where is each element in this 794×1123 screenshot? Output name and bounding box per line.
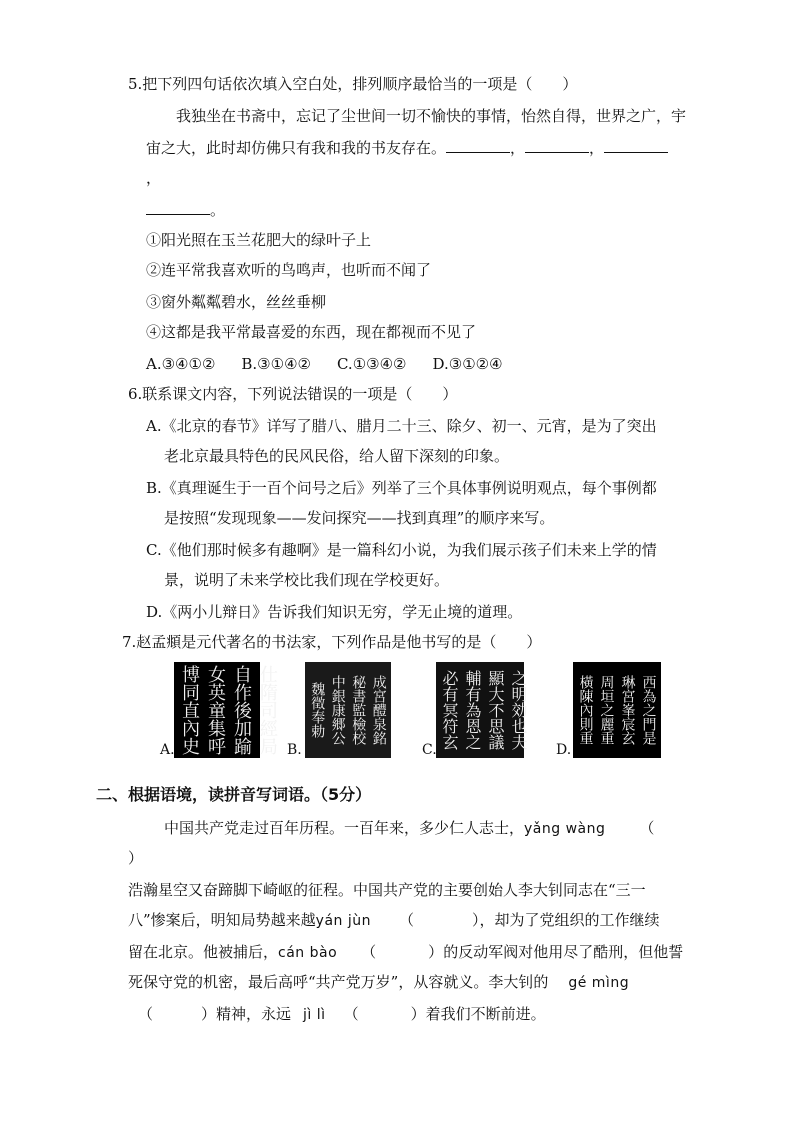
callig-c-col-1: 之明効也夫 [509, 670, 528, 750]
s2-line4-text-a: 八”惨案后，明知局势越来越 [128, 911, 316, 929]
q5-blank-2[interactable] [525, 138, 589, 153]
q5-period: 。 [210, 201, 226, 219]
s2-pinyin-1: yǎng wàng [524, 821, 606, 837]
section2-title: 二、根据语境，读拼音写词语。（5分） [96, 785, 372, 804]
callig-a-col-2: 自作後加踰 [231, 665, 252, 755]
q6-option-c-line1: C.《他们那时候多有趣啊》是一篇科幻小说，为我们展示孩子们未来上学的情 [146, 541, 657, 559]
s2-line7 [138, 1004, 546, 1025]
callig-a-col-3: 女英童集呼 [205, 665, 226, 755]
q6-option-a-line1: A.《北京的春节》详写了腊八、腊月二十三、除夕、初一、元宵，是为了突出 [146, 417, 657, 435]
q7-option-b-label[interactable]: B. [287, 742, 302, 758]
s2-answer-3[interactable] [361, 943, 443, 961]
q5-item-1: ①阳光照在玉兰花肥大的绿叶子上 [146, 231, 372, 249]
q6-option-b-line1: B.《真理诞生于一百个问号之后》列举了三个具体事例说明观点，每个事例都 [146, 479, 657, 497]
q5-comma-wrap: ， [146, 169, 162, 187]
s2-line5 [128, 942, 683, 963]
s2-pinyin-2: yán jùn [315, 913, 371, 929]
q5-item-2: ②连平常我喜欢听的鸟鸣声，也听而不闻了 [146, 261, 432, 279]
s2-line1-text: 中国共产党走过百年历程。一百年来，多少仁人志士， [164, 819, 525, 837]
q6-option-a-line2: 老北京最具特色的民风民俗，给人留下深刻的印象。 [164, 447, 510, 465]
callig-c-col-4: 必有冥符玄 [440, 670, 459, 750]
callig-d-col-3: 周垣之麗重 [598, 675, 615, 745]
s2-line7-text-b: 着我们不断前进。 [425, 1005, 546, 1023]
q5-comma-2: ， [589, 139, 605, 157]
s2-answer-5-open: （ [343, 1005, 359, 1023]
q5-item-3: ③窗外粼粼碧水，丝丝垂柳 [146, 293, 327, 311]
q6-stem: 6.联系课文内容，下列说法错误的一项是（ ） [128, 385, 458, 403]
s2-pinyin-3: cán bào [278, 945, 338, 961]
q5-option-c[interactable]: C.①③④② [336, 355, 407, 373]
q7-option-a-label[interactable]: A. [160, 742, 175, 758]
s2-line5-text-b: 的反动军阀对他用尽了酷刑，但他誓 [443, 943, 684, 961]
s2-answer-4[interactable] [138, 1005, 216, 1023]
s2-answer-1-open[interactable]: （ [639, 819, 655, 837]
s2-line7-text-a: 精神，永远 [216, 1005, 292, 1023]
callig-d-col-2: 琳宮峯宸玄 [619, 675, 636, 745]
q5-option-a[interactable]: A.③④①② [146, 355, 216, 373]
calligraphy-image-a[interactable] [174, 662, 278, 758]
s2-answer-4-close: ） [201, 1005, 217, 1023]
q5-comma-1: ， [510, 139, 526, 157]
s2-pinyin-4: gé mìng [568, 975, 630, 991]
q7-option-c-label[interactable]: C. [422, 742, 437, 758]
q5-blank-4[interactable] [146, 200, 210, 215]
callig-b-col-4: 魏徵奉勅 [309, 682, 326, 738]
s2-answer-1-close[interactable]: ） [128, 849, 144, 867]
calligraphy-image-c[interactable] [436, 662, 528, 758]
s2-answer-2[interactable] [399, 911, 480, 929]
s2-line5-text-a: 留在北京。他被捕后， [128, 943, 279, 961]
q5-blank-3[interactable] [604, 138, 668, 153]
q5-passage-line2 [146, 138, 668, 158]
q6-option-b-line2: 是按照“发现现象——发问探究——找到真理”的顺序来写。 [164, 509, 555, 527]
s2-answer-2-close: ） [472, 911, 480, 929]
q5-passage-line1: 我独坐在书斋中，忘记了尘世间一切不愉快的事情，怡然自得，世界之广，宇 [176, 107, 687, 125]
callig-c-col-3: 輔有為恩之 [463, 670, 482, 750]
q7-option-d-label[interactable]: D. [556, 742, 572, 758]
s2-answer-3-close: ） [428, 943, 444, 961]
s2-answer-2-open: （ [399, 911, 415, 929]
s2-line4-text-b: ，却为了党组织的工作继续 [479, 911, 660, 929]
callig-a-col-1: 仕隋司經局 [257, 665, 278, 755]
s2-line1 [164, 818, 654, 839]
q5-options [146, 354, 529, 374]
q6-option-c-line2: 景，说明了未来学校比我们现在学校更好。 [164, 571, 450, 589]
callig-d-col-4: 橫陳內則重 [577, 675, 594, 745]
q5-blank-1[interactable] [446, 138, 510, 153]
q7-stem: 7.赵孟頫是元代著名的书法家，下列作品是他书写的是（ ） [122, 633, 542, 651]
s2-answer-4-open: （ [138, 1005, 154, 1023]
s2-line3: 浩瀚星空又奋蹄脚下崎岖的征程。中国共产党的主要创始人李大钊同志在“三一 [128, 881, 646, 899]
s2-answer-5[interactable] [344, 1005, 426, 1023]
q5-passage-text: 宙之大，此时却仿佛只有我和我的书友存在。 [146, 139, 447, 157]
q5-option-b[interactable]: B.③①④② [241, 355, 311, 373]
s2-answer-5-close: ） [410, 1005, 426, 1023]
s2-answer-3-open: （ [361, 943, 377, 961]
q5-option-d[interactable]: D.③①②④ [432, 355, 503, 373]
s2-pinyin-5: jì lì [303, 1007, 326, 1023]
s2-line4 [128, 910, 660, 931]
s2-line6 [128, 972, 629, 993]
callig-d-col-1: 西為之門是 [640, 675, 657, 745]
callig-b-col-1: 成宮醴泉銘 [370, 675, 387, 745]
callig-b-col-2: 秘書監檢校 [350, 675, 367, 745]
q6-option-d: D.《两小儿辩日》告诉我们知识无穷，学无止境的道理。 [146, 603, 523, 621]
q5-passage-line3 [146, 200, 225, 220]
q5-stem: 5.把下列四句话依次填入空白处，排列顺序最恰当的一项是（ ） [128, 75, 578, 93]
s2-line6-text: 死保守党的机密，最后高呼“共产党万岁”，从容就义。李大钊的 [128, 973, 549, 991]
q5-item-4: ④这都是我平常最喜爱的东西，现在都视而不见了 [146, 323, 477, 341]
callig-a-col-4: 博同直內史 [179, 665, 200, 755]
calligraphy-image-b[interactable] [305, 662, 391, 758]
callig-b-col-3: 中銀康郷公 [329, 675, 346, 745]
callig-c-col-2: 顯大不思議 [486, 670, 505, 750]
calligraphy-image-d[interactable] [573, 662, 661, 758]
